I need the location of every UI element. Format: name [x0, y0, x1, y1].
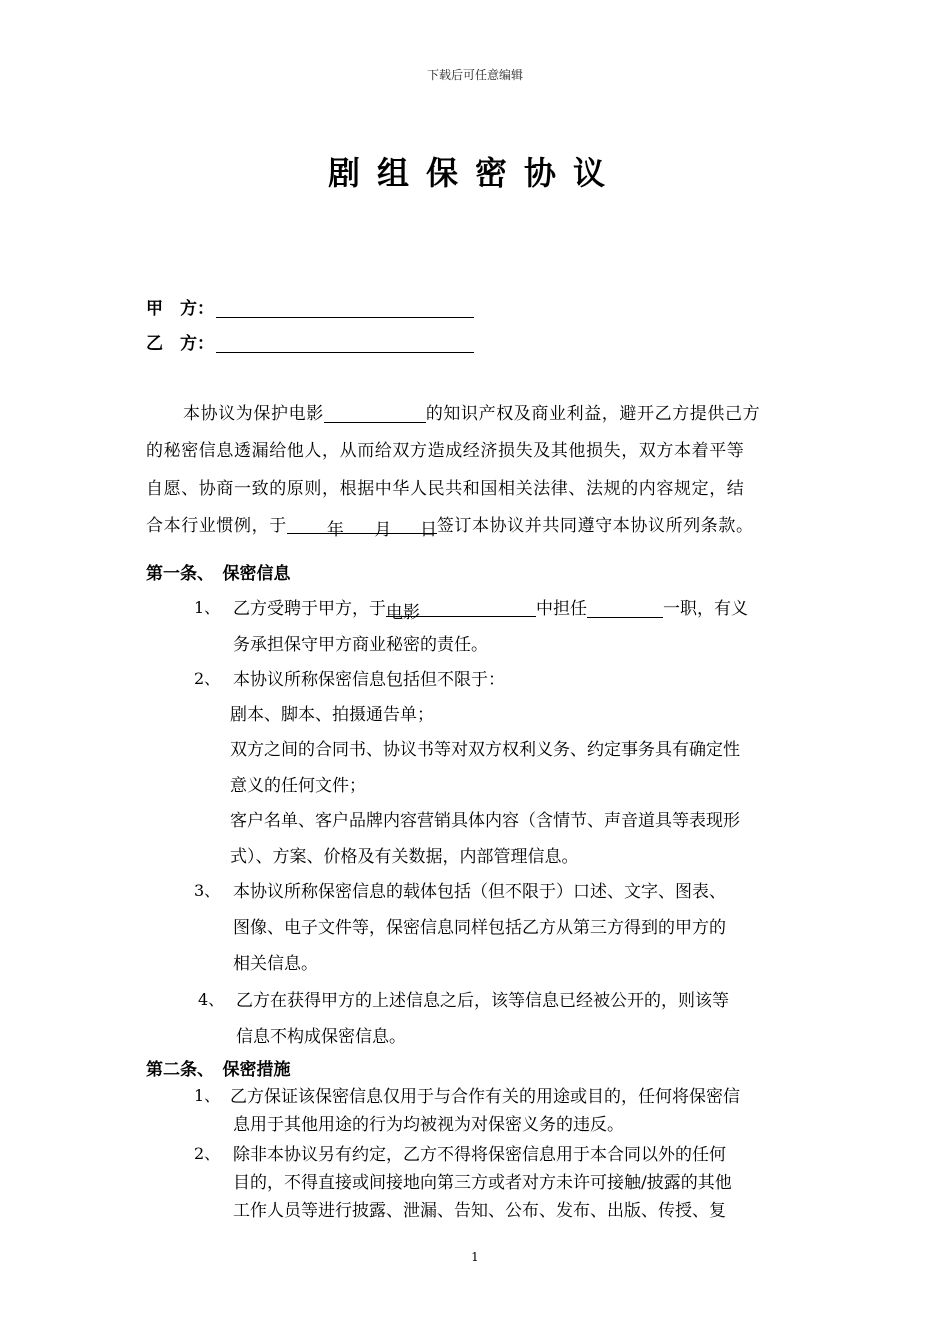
intro-line-1	[183, 399, 760, 424]
s1-item-3-line-2: 图像、电子文件等，保密信息同样包括乙方从第三方得到的甲方的	[233, 918, 726, 938]
date-month-label: 月	[374, 520, 393, 540]
s2-item-1-number: 1、	[194, 1086, 221, 1105]
s1-sub-1: 剧本、脚本、拍摄通告单；	[230, 705, 434, 725]
s2-item-2-number: 2、	[194, 1144, 221, 1163]
s1-item-1-line-2: 务承担保守甲方商业秘密的责任。	[233, 635, 488, 655]
s1-item-2-text: 本协议所称保密信息包括但不限于：	[233, 670, 505, 690]
item-text: 中担任	[536, 599, 587, 619]
item-text: 乙方受聘于甲方，于	[233, 599, 386, 619]
s1-item-1-line-1	[233, 594, 748, 623]
s1-sub-3-line-1: 客户名单、客户品牌内容营销具体内容（含情节、声音道具等表现形	[230, 811, 740, 831]
item-text: 一职，有义	[663, 599, 748, 619]
s1-item-4-number: 4、	[198, 990, 225, 1009]
date-year-label: 年	[326, 520, 345, 540]
party-b-blank	[216, 334, 474, 353]
film-blank	[386, 598, 536, 623]
intro-line-3: 自愿、协商一致的原则，根据中华人民共和国相关法律、法规的内容规定，结	[146, 479, 745, 499]
intro-text: 本协议为保护电影	[183, 404, 324, 424]
position-blank	[587, 599, 663, 618]
party-a-label: 甲 方：	[146, 299, 214, 319]
s1-sub-2-line-1: 双方之间的合同书、协议书等对双方权利义务、约定事务具有确定性	[230, 740, 740, 760]
film-label: 电影	[386, 603, 420, 623]
party-a-blank	[216, 299, 474, 318]
s2-item-2-line-2: 目的，不得直接或间接地向第三方或者对方未许可接触/披露的其他	[233, 1173, 732, 1193]
page-number: 1	[471, 1250, 479, 1264]
party-b-label: 乙 方：	[146, 334, 214, 354]
s1-item-3-line-1: 本协议所称保密信息的载体包括（但不限于）口述、文字、图表、	[233, 882, 726, 902]
s1-item-3-number: 3、	[194, 881, 221, 900]
intro-text: 的知识产权及商业利益，避开乙方提供己方	[425, 404, 761, 424]
s1-item-4-line-2: 信息不构成保密信息。	[236, 1027, 406, 1047]
s1-item-2-number: 2、	[194, 669, 221, 688]
intro-line-2: 的秘密信息透漏给他人，从而给双方造成经济损失及其他损失，双方本着平等	[146, 441, 745, 461]
section-2-heading: 第二条、 保密措施	[146, 1060, 291, 1080]
section-1-heading: 第一条、 保密信息	[146, 564, 291, 584]
s1-sub-2-line-2: 意义的任何文件；	[230, 776, 366, 796]
header-note: 下载后可任意编辑	[426, 68, 523, 82]
intro-text: 合本行业惯例，于	[146, 516, 287, 536]
s2-item-1-line-2: 息用于其他用途的行为均被视为对保密义务的违反。	[233, 1115, 624, 1135]
intro-line-4	[146, 511, 754, 540]
date-day-label: 日	[420, 520, 438, 540]
s1-sub-3-line-2: 式）、方案、价格及有关数据，内部管理信息。	[230, 847, 579, 867]
intro-text: 签订本协议并共同遵守本协议所列条款。	[436, 516, 754, 536]
film-name-blank	[324, 404, 426, 423]
date-blank	[287, 515, 438, 540]
party-a-line	[146, 294, 474, 319]
s1-item-4-line-1: 乙方在获得甲方的上述信息之后，该等信息已经被公开的，则该等	[236, 991, 729, 1011]
s1-item-3-line-3: 相关信息。	[233, 954, 318, 974]
document-title: 剧组保密协议	[327, 154, 622, 192]
s1-item-1-number: 1、	[194, 598, 221, 617]
s2-item-2-line-1: 除非本协议另有约定，乙方不得将保密信息用于本合同以外的任何	[233, 1145, 726, 1165]
s2-item-2-line-3: 工作人员等进行披露、泄漏、告知、公布、发布、出版、传授、复	[233, 1201, 726, 1221]
s2-item-1-line-1: 乙方保证该保密信息仅用于与合作有关的用途或目的，任何将保密信	[230, 1087, 740, 1107]
party-b-line	[146, 329, 474, 354]
